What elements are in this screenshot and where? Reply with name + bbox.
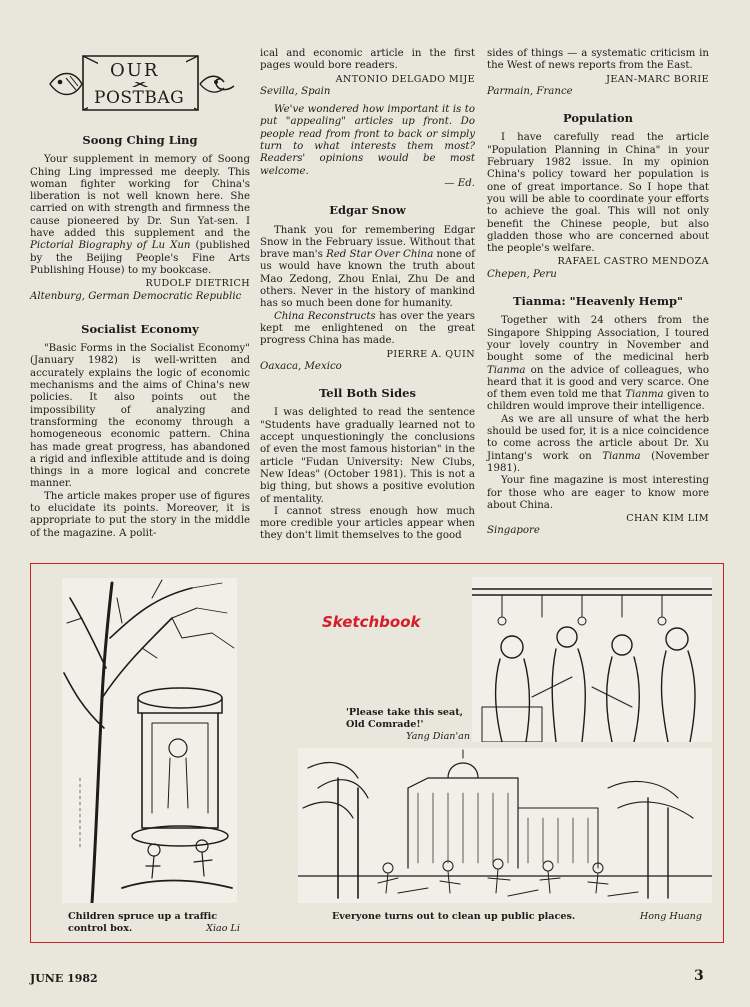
signature-borie: JEAN-MARC BORIE bbox=[606, 73, 709, 85]
caption-bus-line1: 'Please take this seat, bbox=[346, 707, 463, 718]
letter-tianma-p1: Together with 24 others from the Singapore Shipping Association, I toured your lovely country in November and bought some of the medicinal herb Tianma on the advice of colleagues, who heard that it is good and very scarce. One of them even told me that Tianma given to children would improve their intelligence. bbox=[487, 315, 709, 413]
letter-socialist-p1: "Basic Forms in the Socialist Economy" (January 1982) is well-written and accurately explains the logic of economic mechanisms and the aims of China's new policies. It also points out the impossibility of analyzing and transforming the economy through a homogeneous economic pattern. China has made great progress, has abandoned a rigid and inflexible attitude and is doing things in a more logical and concrete manner. bbox=[30, 343, 250, 490]
caption-clean-public-places: Everyone turns out to clean up public places. Hong Huang bbox=[332, 911, 702, 922]
letter-population-p1: I have carefully read the article "Population Planning in China" in your February 1982 issue. In my opinion China's policy toward her population is one of great importance. So I hope that you will be able to coordinate your efforts to achieve the goal. This will not only benefit the Chinese people, but also gladden those who are concerned about the people's welfare. bbox=[487, 132, 709, 255]
letter-snow-p2: China Reconstructs has over the years kept me enlightened on the great progress China has made. bbox=[260, 310, 475, 347]
artist-hong-huang: Hong Huang bbox=[639, 911, 702, 922]
letter-tianma-p2: As we are all unsure of what the herb should be used for, it is a nice coincidence to come across the article about Dr. Xu Jintang's work on Tianma (November 1981). bbox=[487, 413, 709, 474]
logo-text-our: OUR bbox=[110, 60, 160, 81]
sketch-bus-passengers bbox=[472, 577, 712, 742]
letter-continued-3: sides of things — a systematic criticism in the West of news reports from the East. bbox=[487, 48, 709, 72]
heading-tell-both-sides: Tell Both Sides bbox=[319, 386, 416, 401]
heading-edgar-snow: Edgar Snow bbox=[329, 203, 406, 218]
heading-soong-ching-ling: Soong Ching Ling bbox=[82, 133, 198, 147]
heading-socialist-economy: Socialist Economy bbox=[81, 321, 199, 336]
artist-xiao-li: Xiao Li bbox=[206, 923, 240, 934]
heading-population: Population bbox=[563, 111, 633, 126]
sketchbook-title: Sketchbook bbox=[322, 613, 421, 631]
letter-socialist-p2: The article makes proper use of figures to elucidate its points. Moreover, it is appropriate to put the story in the middle of the magazine. A polit- bbox=[30, 490, 250, 539]
sketch-clean-public-places bbox=[298, 748, 712, 903]
signature-mendoza: RAFAEL CASTRO MENDOZA bbox=[557, 256, 709, 268]
signature-dietrich: RUDOLF DIETRICH bbox=[145, 278, 250, 290]
artist-yang-dianan: Yang Dian'an bbox=[406, 731, 470, 742]
location-singapore: Singapore bbox=[487, 525, 540, 537]
logo-text-postbag: POSTBAG bbox=[94, 88, 185, 108]
caption-bus-line2: Old Comrade!' bbox=[346, 719, 424, 730]
heading-tianma: Tianma: "Heavenly Hemp" bbox=[512, 294, 684, 309]
postbag-logo bbox=[48, 48, 238, 120]
location-parmain: Parmain, France bbox=[487, 85, 573, 97]
page-number: 3 bbox=[694, 968, 704, 984]
signature-mije: ANTONIO DELGADO MIJE bbox=[335, 73, 475, 85]
letter-soong-text: Your supplement in memory of Soong Ching Ling impressed me deeply. This woman fighter working for China's liberation is not well known here. She carried on with strength and firmness the cause pioneered by Dr. Sun Yat-sen. I have added this supplement and the Pictorial Biography of Lu Xun (published by the Beijing People's Fine Arts Publishing House) to my bookcase. bbox=[30, 154, 250, 276]
letter-continued: ical and economic article in the first pages would bore readers. bbox=[260, 48, 475, 72]
letter-both-p1: I was delighted to read the sentence "Students have gradually learned not to accept unquestioningly the conclusions of even the most famous historian" in the article "Fudan University: New Clubs, New Ideas" (October 1981). This is not a big thing, but shows a positive evolution of mentality. bbox=[260, 407, 475, 505]
signature-quin: PIERRE A. QUIN bbox=[386, 348, 475, 360]
caption-traffic-box: Children spruce up a traffic control box. Xiao Li bbox=[68, 911, 240, 934]
location-sevilla: Sevilla, Spain bbox=[260, 85, 331, 97]
letter-both-p2: I cannot stress enough how much more credible your articles appear when they don't limit themselves to the good bbox=[260, 505, 475, 542]
signature-chan: CHAN KIM LIM bbox=[626, 513, 709, 525]
editor-signature: — Ed. bbox=[444, 177, 475, 189]
column-3 bbox=[487, 48, 709, 544]
letter-tianma-p3: Your fine magazine is most interesting for those who are eager to know more about China. bbox=[487, 475, 709, 511]
editor-note: We've wondered how important it is to put "appealing" articles up front. Do people read from front to back or simply turn to what interests them most? Readers' opinions would be most welcome. bbox=[260, 104, 475, 177]
footer-date: JUNE 1982 bbox=[30, 972, 98, 985]
caption-bus-passengers bbox=[346, 707, 470, 743]
column-1 bbox=[30, 124, 250, 540]
letter-snow-p1: Thank you for remembering Edgar Snow in the February issue. Without that brave man's Red Star Over China none of us would have known the truth about Mao Zedong, Zhou Enlai, Zhu De and others. Never in the history of mankind has so much been done for humanity. bbox=[260, 224, 475, 310]
location-altenburg: Altenburg, German Democratic Republic bbox=[30, 290, 242, 302]
sketch-traffic-box bbox=[62, 578, 237, 903]
location-oaxaca: Oaxaca, Mexico bbox=[260, 360, 342, 372]
location-chepen: Chepen, Peru bbox=[487, 268, 557, 280]
column-2 bbox=[260, 48, 475, 543]
